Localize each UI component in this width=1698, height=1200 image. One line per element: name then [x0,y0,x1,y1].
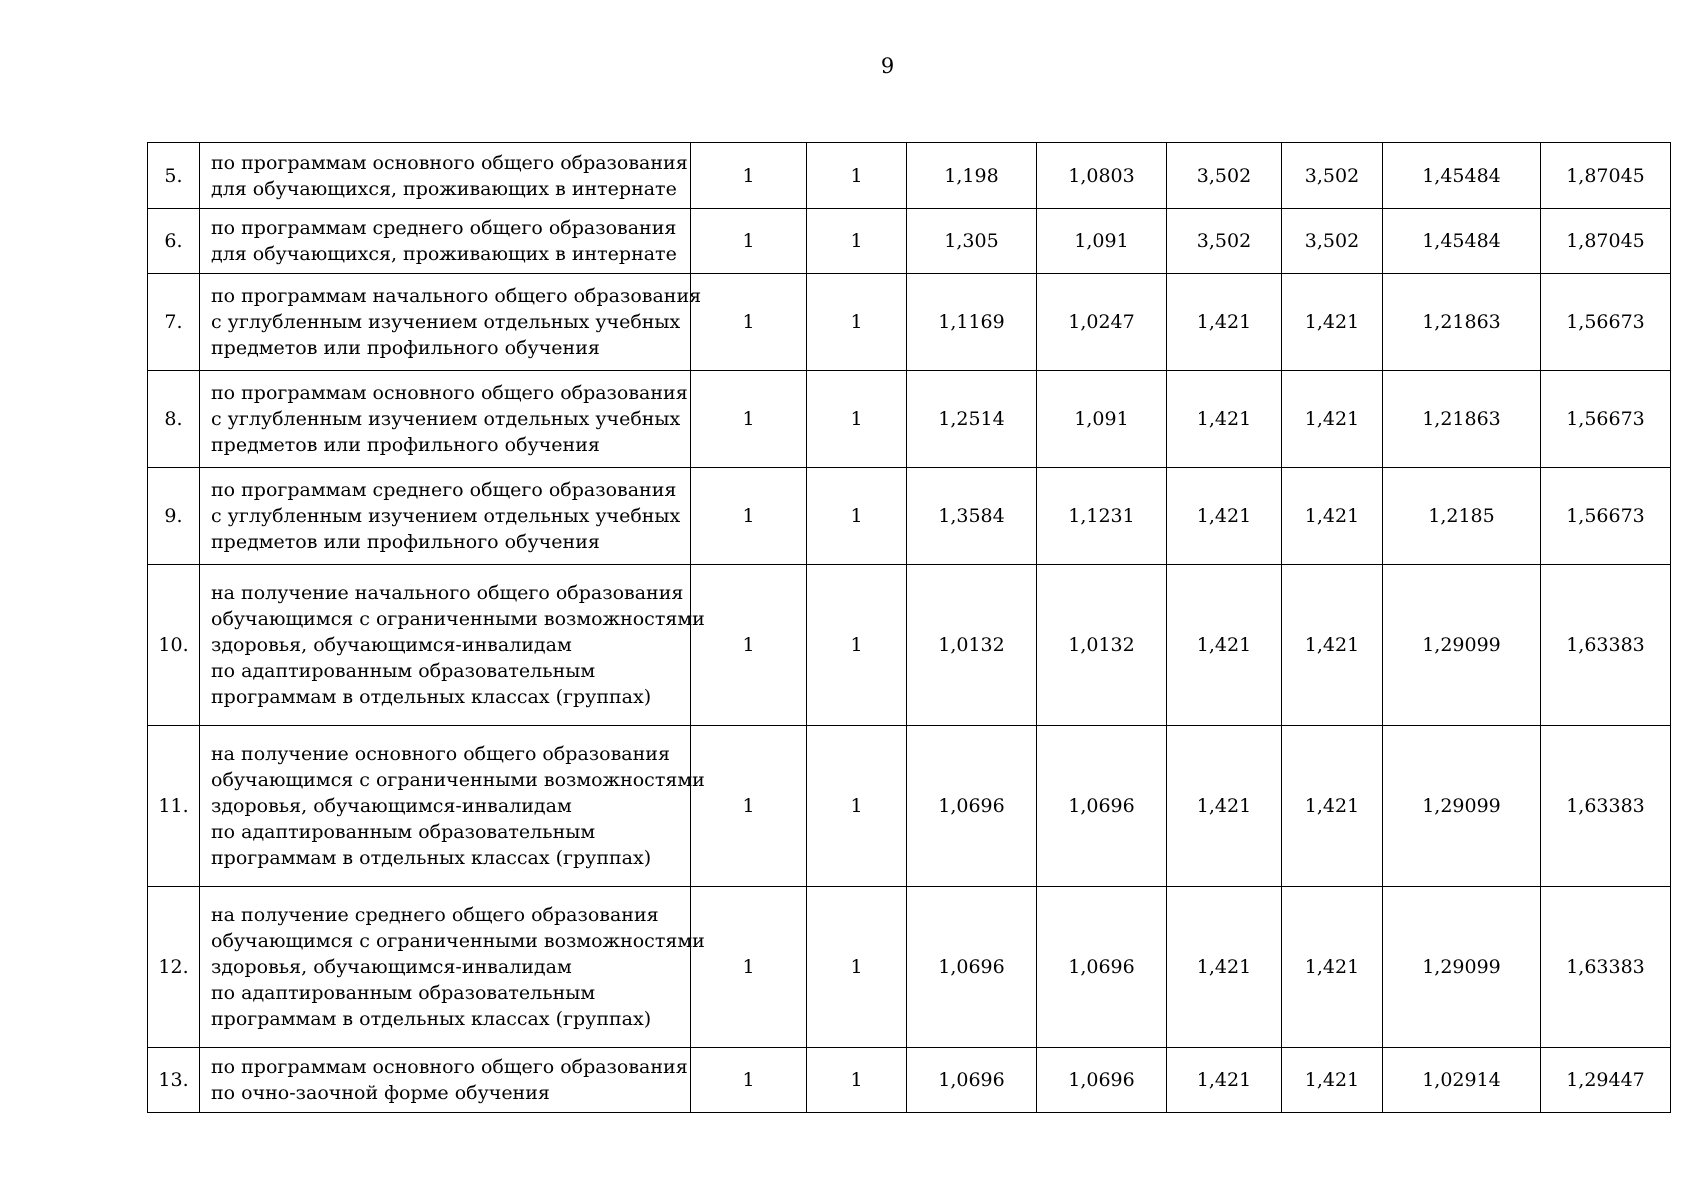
value-cell-8: 1,63383 [1541,726,1671,887]
table-row [148,209,1671,274]
value-cell-7: 1,45484 [1383,209,1541,274]
value-cell-6: 1,421 [1282,887,1383,1048]
description-line: по программам основного общего образования [211,1056,688,1078]
row-number-cell: 13. [148,1048,200,1113]
value-cell-5: 3,502 [1167,143,1282,209]
value-cell-7: 1,29099 [1383,887,1541,1048]
value-cell-2: 1 [807,209,907,274]
description-line: на получение начального общего образования [211,582,684,604]
value-cell-2: 1 [807,468,907,565]
description-line: по адаптированным образовательным [211,821,596,843]
value-cell-8: 1,63383 [1541,565,1671,726]
description-cell [200,371,691,468]
value-cell-1: 1 [691,565,807,726]
description-line: для обучающихся, проживающих в интернате [211,243,677,265]
value-cell-7: 1,21863 [1383,274,1541,371]
description-line: на получение среднего общего образования [211,904,659,926]
description-line: для обучающихся, проживающих в интернате [211,177,677,200]
value-cell-5: 1,421 [1167,726,1282,887]
value-cell-6: 1,421 [1282,565,1383,726]
description-line: с углубленным изучением отдельных учебных [211,311,681,333]
description-cell [200,209,691,274]
table-row [148,274,1671,371]
value-cell-1: 1 [691,887,807,1048]
description-line: по адаптированным образовательным [211,982,596,1004]
description-line: программам в отдельных классах (группах) [211,1008,652,1030]
description-cell [200,468,691,565]
value-cell-4: 1,0132 [1037,565,1167,726]
description-line: предметов или профильного обучения [211,434,600,456]
value-cell-2: 1 [807,887,907,1048]
row-number-cell: 9. [148,468,200,565]
value-cell-6: 3,502 [1282,143,1383,209]
value-cell-7: 1,45484 [1383,143,1541,209]
description-line: по программам начального общего образования [211,285,702,307]
value-cell-6: 1,421 [1282,371,1383,468]
value-cell-3: 1,2514 [907,371,1037,468]
description-line: обучающимся с ограниченными возможностями [211,608,705,630]
value-cell-5: 1,421 [1167,371,1282,468]
value-cell-2: 1 [807,371,907,468]
description-cell [200,887,705,1048]
page-number: 9 [880,54,895,78]
description-line: по программам основного общего образования [211,382,688,404]
value-cell-5: 1,421 [1167,274,1282,371]
row-number-cell: 8. [148,371,200,468]
table-row [148,1048,1671,1113]
value-cell-8: 1,56673 [1541,371,1671,468]
value-cell-5: 1,421 [1167,887,1282,1048]
value-cell-4: 1,0696 [1037,1048,1167,1113]
value-cell-2: 1 [807,565,907,726]
description-cell [200,726,705,887]
value-cell-5: 3,502 [1167,209,1282,274]
value-cell-6: 1,421 [1282,274,1383,371]
value-cell-2: 1 [807,726,907,887]
description-line: предметов или профильного обучения [211,531,600,553]
value-cell-6: 1,421 [1282,1048,1383,1113]
value-cell-4: 1,1231 [1037,468,1167,565]
value-cell-3: 1,305 [907,209,1037,274]
value-cell-7: 1,29099 [1383,726,1541,887]
description-cell [200,274,702,371]
value-cell-2: 1 [807,143,907,209]
value-cell-8: 1,56673 [1541,468,1671,565]
description-line: обучающимся с ограниченными возможностями [211,769,705,791]
row-number-cell: 11. [148,726,200,887]
description-cell [200,565,705,726]
value-cell-3: 1,0696 [907,887,1037,1048]
value-cell-3: 1,3584 [907,468,1037,565]
value-cell-7: 1,2185 [1383,468,1541,565]
value-cell-3: 1,198 [907,143,1037,209]
description-line: по очно-заочной форме обучения [211,1082,550,1104]
value-cell-1: 1 [691,143,807,209]
description-line: по программам среднего общего образования [211,479,677,501]
value-cell-2: 1 [807,274,907,371]
description-line: по программам основного общего образования [211,151,688,174]
value-cell-8: 1,87045 [1541,209,1671,274]
description-line: по адаптированным образовательным [211,660,596,682]
description-line: программам в отдельных классах (группах) [211,847,652,869]
value-cell-4: 1,0247 [1037,274,1167,371]
value-cell-8: 1,63383 [1541,887,1671,1048]
value-cell-5: 1,421 [1167,1048,1282,1113]
value-cell-3: 1,0696 [907,726,1037,887]
value-cell-6: 1,421 [1282,726,1383,887]
table-row [148,143,1671,209]
row-number-cell: 7. [148,274,200,371]
value-cell-4: 1,0803 [1037,143,1167,209]
description-line: обучающимся с ограниченными возможностями [211,930,705,952]
table-row [148,726,1671,887]
value-cell-4: 1,0696 [1037,887,1167,1048]
description-line: здоровья, обучающимся-инвалидам [211,795,572,817]
value-cell-4: 1,091 [1037,209,1167,274]
value-cell-4: 1,0696 [1037,726,1167,887]
value-cell-5: 1,421 [1167,468,1282,565]
table-body [148,143,1671,1113]
row-number-cell: 12. [148,887,200,1048]
coefficients-table [147,142,1671,1113]
value-cell-6: 1,421 [1282,468,1383,565]
row-number-cell: 5. [148,143,200,209]
table-row [148,371,1671,468]
table-row [148,565,1671,726]
description-line: здоровья, обучающимся-инвалидам [211,956,572,978]
row-number-cell: 6. [148,209,200,274]
table-row [148,468,1671,565]
description-cell [200,1048,691,1113]
value-cell-7: 1,02914 [1383,1048,1541,1113]
table-row [148,887,1671,1048]
description-line: предметов или профильного обучения [211,337,600,359]
value-cell-1: 1 [691,209,807,274]
value-cell-3: 1,0696 [907,1048,1037,1113]
value-cell-3: 1,0132 [907,565,1037,726]
value-cell-8: 1,29447 [1541,1048,1671,1113]
row-number-cell: 10. [148,565,200,726]
value-cell-6: 3,502 [1282,209,1383,274]
value-cell-7: 1,21863 [1383,371,1541,468]
value-cell-5: 1,421 [1167,565,1282,726]
description-cell [200,143,691,209]
value-cell-7: 1,29099 [1383,565,1541,726]
value-cell-1: 1 [691,1048,807,1113]
value-cell-3: 1,1169 [907,274,1037,371]
description-line: по программам среднего общего образования [211,217,677,239]
value-cell-2: 1 [807,1048,907,1113]
value-cell-8: 1,87045 [1541,143,1671,209]
value-cell-8: 1,56673 [1541,274,1671,371]
value-cell-1: 1 [691,274,807,371]
description-line: с углубленным изучением отдельных учебных [211,408,681,430]
value-cell-1: 1 [691,371,807,468]
description-line: здоровья, обучающимся-инвалидам [211,634,572,656]
value-cell-4: 1,091 [1037,371,1167,468]
description-line: на получение основного общего образования [211,743,670,765]
value-cell-1: 1 [691,468,807,565]
description-line: программам в отдельных классах (группах) [211,686,652,708]
description-line: с углубленным изучением отдельных учебных [211,505,681,527]
value-cell-1: 1 [691,726,807,887]
